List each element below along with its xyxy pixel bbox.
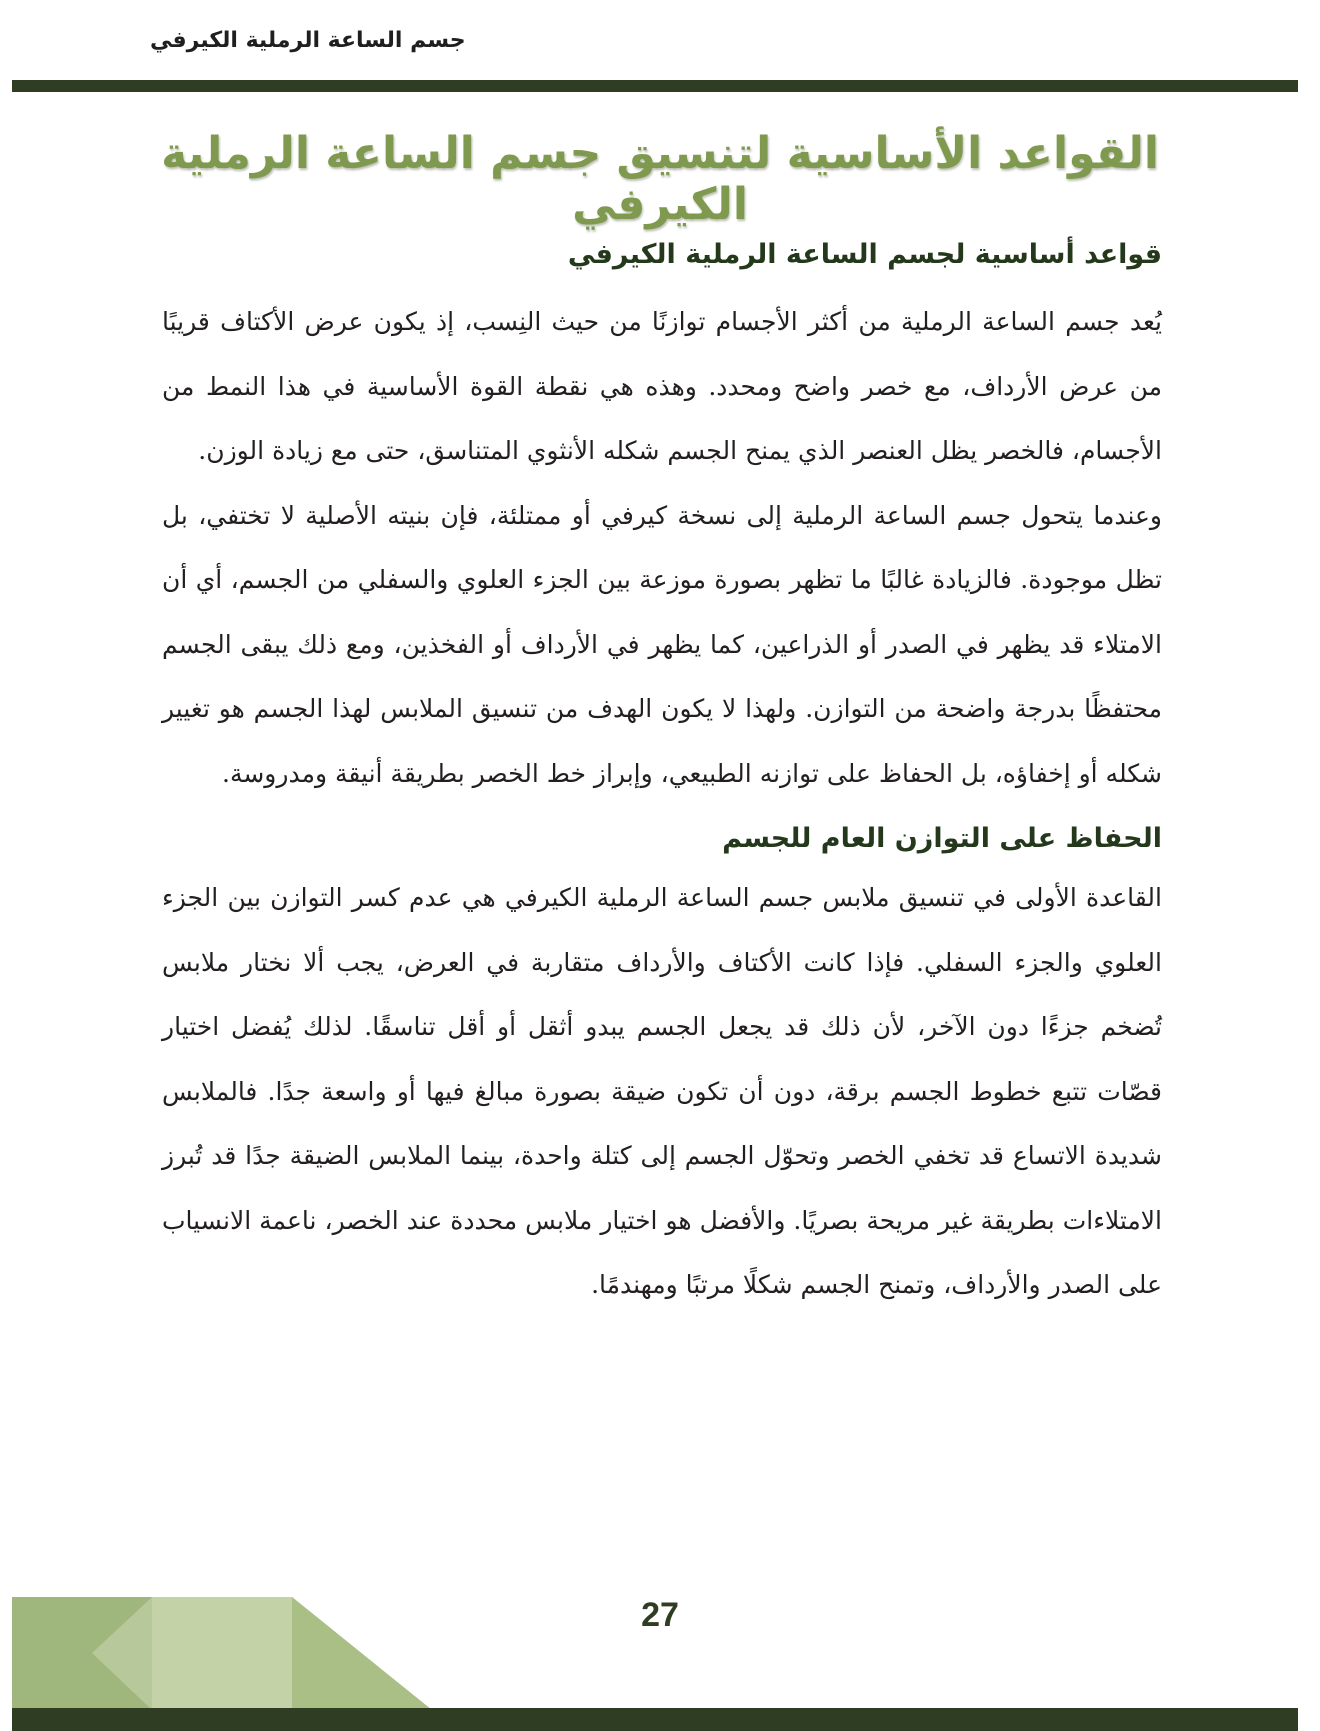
section-heading-balance: الحفاظ على التوازن العام للجسم <box>722 823 1162 854</box>
section-heading-basic-rules: قواعد أساسية لجسم الساعة الرملية الكيرفي <box>567 239 1162 270</box>
page-title: القواعد الأساسية لتنسيق جسم الساعة الرملية الكيرفي <box>161 128 1159 230</box>
paragraph: وعندما يتحول جسم الساعة الرملية إلى نسخة كيرفي أو ممتلئة، فإن بنيته الأصلية لا تختفي، بل تظل موجودة. فالزيادة غالبًا ما تظهر بصورة موزعة بين الجزء العلوي والسفلي من الجسم، أي أن الامتلاء قد يظهر في الصدر أو الذراعين، كما يظهر في الأرداف أو الفخذين، ومع ذلك يبقى الجسم محتفظًا بدرجة واضحة من التوازن. ولهذا لا يكون الهدف من تنسيق الملابس لهذا الجسم هو تغيير شكله أو إخفاؤه، بل الحفاظ على توازنه الطبيعي، وإبراز خط الخصر بطريقة أنيقة ومدروسة. <box>162 500 1162 788</box>
running-header: جسم الساعة الرملية الكيرفي <box>150 28 466 53</box>
paragraph: القاعدة الأولى في تنسيق ملابس جسم الساعة الرملية الكيرفي هي عدم كسر التوازن بين الجزء العلوي والجزء السفلي. فإذا كانت الأكتاف والأرداف متقاربة في العرض، يجب ألا نختار ملابس تُضخم جزءًا دون الآخر، لأن ذلك قد يجعل الجسم يبدو أثقل أو أقل تناسقًا. لذلك يُفضل اختيار قصّات تتبع خطوط الجسم برقة، دون أن تكون ضيقة بصورة مبالغ فيها أو واسعة جدًا. فالملابس شديدة الاتساع قد تخفي الخصر وتحوّل الجسم إلى كتلة واحدة، بينما الملابس الضيقة جدًا قد تُبرز الامتلاءات بطريقة غير مريحة بصريًا. والأفضل هو اختيار ملابس محددة عند الخصر، ناعمة الانسياب على الصدر والأرداف، وتمنح الجسم شكلًا مرتبًا ومهندمًا. <box>162 883 1162 1299</box>
footer-rule <box>12 1708 1298 1731</box>
header-rule <box>12 80 1298 92</box>
paragraph: يُعد جسم الساعة الرملية من أكثر الأجسام توازنًا من حيث النِسب، إذ يكون عرض الأكتاف قريبًا من عرض الأرداف، مع خصر واضح ومحدد. وهذه هي نقطة القوة الأساسية في هذا النمط من الأجسام، فالخصر يظل العنصر الذي يمنح الجسم شكله الأنثوي المتناسق، حتى مع زيادة الوزن. <box>162 307 1162 465</box>
article-body <box>162 228 1162 1318</box>
page-number: 27 <box>641 1596 679 1634</box>
